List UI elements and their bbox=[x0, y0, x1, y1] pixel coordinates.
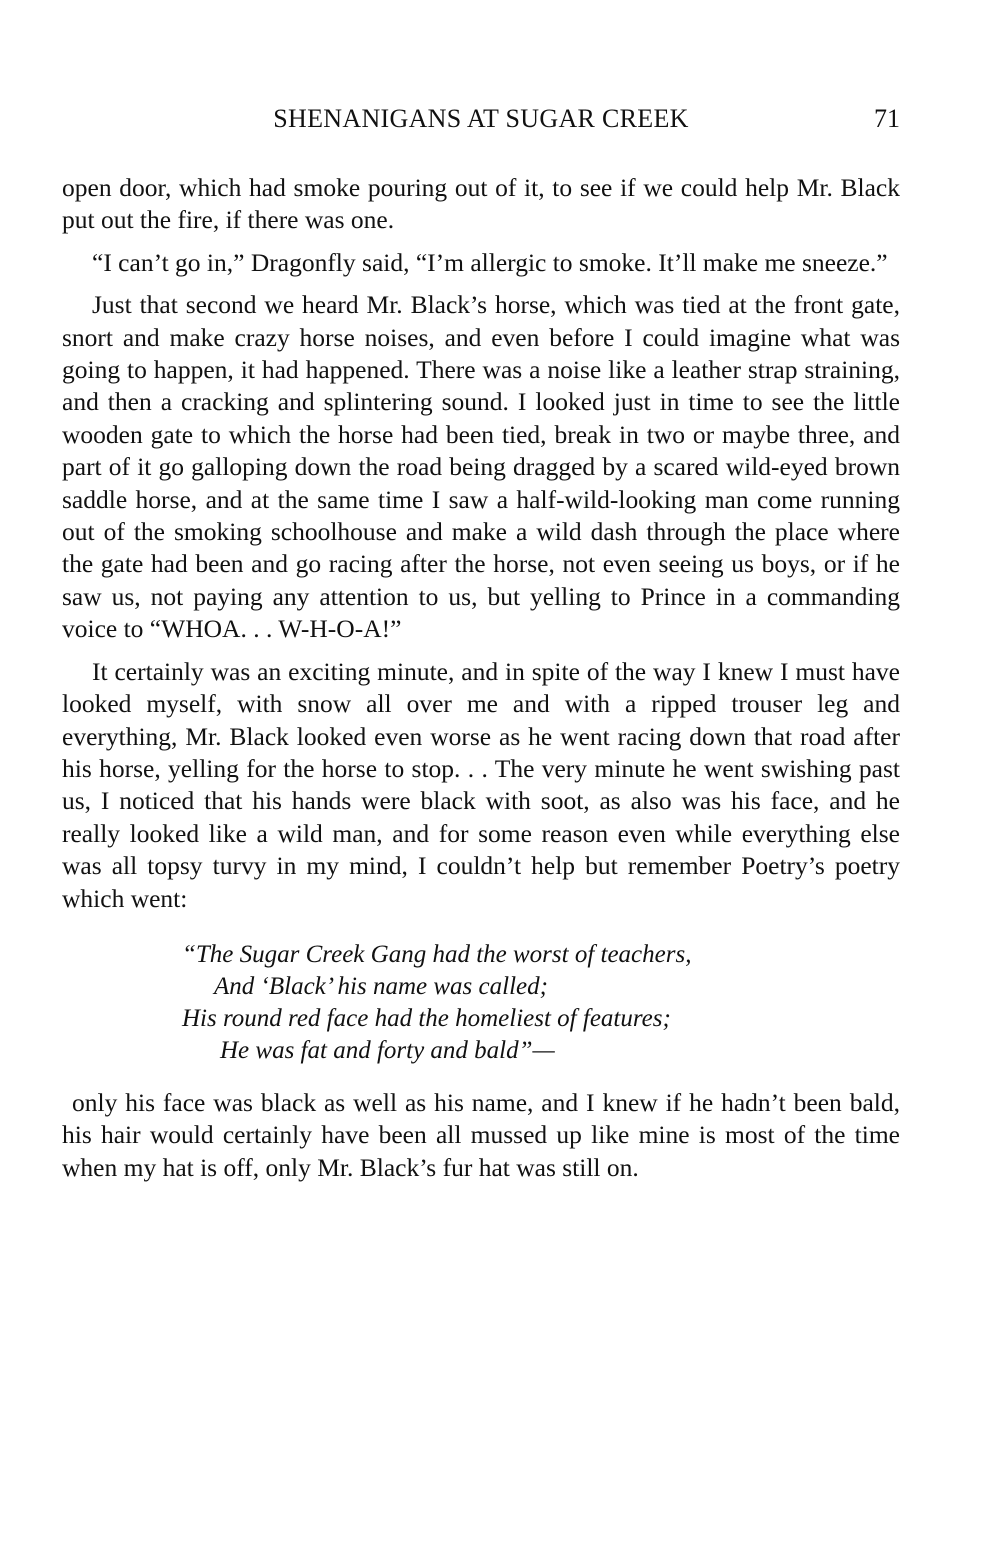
verse-line: He was fat and forty and bald”— bbox=[220, 1036, 555, 1064]
paragraph: “I can’t go in,” Dragonfly said, “I’m allergic to smoke. It’ll make me sneeze.” bbox=[92, 247, 888, 277]
paragraph: Just that second we heard Mr. Black’s horse, which was tied at the front gate, snort and make crazy horse noises, and even before I could imagine what was going to happen, it had happened. There was a noise like a leather strap straining, and then a cracking and splintering sound. I looked just in time to see the little wooden gate to which the horse had been tied, break in two or maybe three, and part of it go galloping down the road being dragged by a scared wild-eyed brown saddle horse, and at the same time I saw a half-wild-looking man come running out of the smoking schoolhouse and make a wild dash through the place where the gate had been and go racing after the horse, not even seeing us boys, or if he saw us, not paying any attention to us, but yelling to Prince in a commanding voice to “WHOA. . . W-H-O-A!” bbox=[62, 290, 900, 644]
paragraph: It certainly was an exciting minute, and in spite of the way I knew I must have looked myself, with snow all over me and with a ripped trouser leg and everything, Mr. Black looked even worse as he went racing down that road after his horse, yelling for the horse to stop. . . The very minute he went swishing past us, I noticed that his hands were black with soot, as also was his face, and he really looked like a wild man, and for some reason even while everything else was all topsy turvy in my mind, I couldn’t help but remember Poetry’s poetry which went: bbox=[62, 656, 900, 913]
paragraph: open door, which had smoke pouring out of it, to see if we could help Mr. Black put out the fire, if there was one. bbox=[62, 173, 900, 235]
page-body bbox=[62, 172, 900, 1194]
running-head: SHENANIGANS AT SUGAR CREEK bbox=[273, 104, 689, 133]
poem-verse bbox=[182, 939, 900, 1067]
verse-line: “The Sugar Creek Gang had the worst of teachers, bbox=[182, 940, 692, 968]
page-number: 71 bbox=[874, 104, 900, 133]
page-header bbox=[62, 104, 900, 144]
verse-line: And ‘Black’ his name was called; bbox=[214, 972, 548, 1000]
verse-line: His round red face had the homeliest of features; bbox=[182, 1004, 671, 1032]
paragraph: only his face was black as well as his name, and I knew if he hadn’t been bald, his hair would certainly have been all mussed up like mine is most of the time when my hat is off, only Mr. Black’s fur hat was still on. bbox=[62, 1087, 900, 1182]
